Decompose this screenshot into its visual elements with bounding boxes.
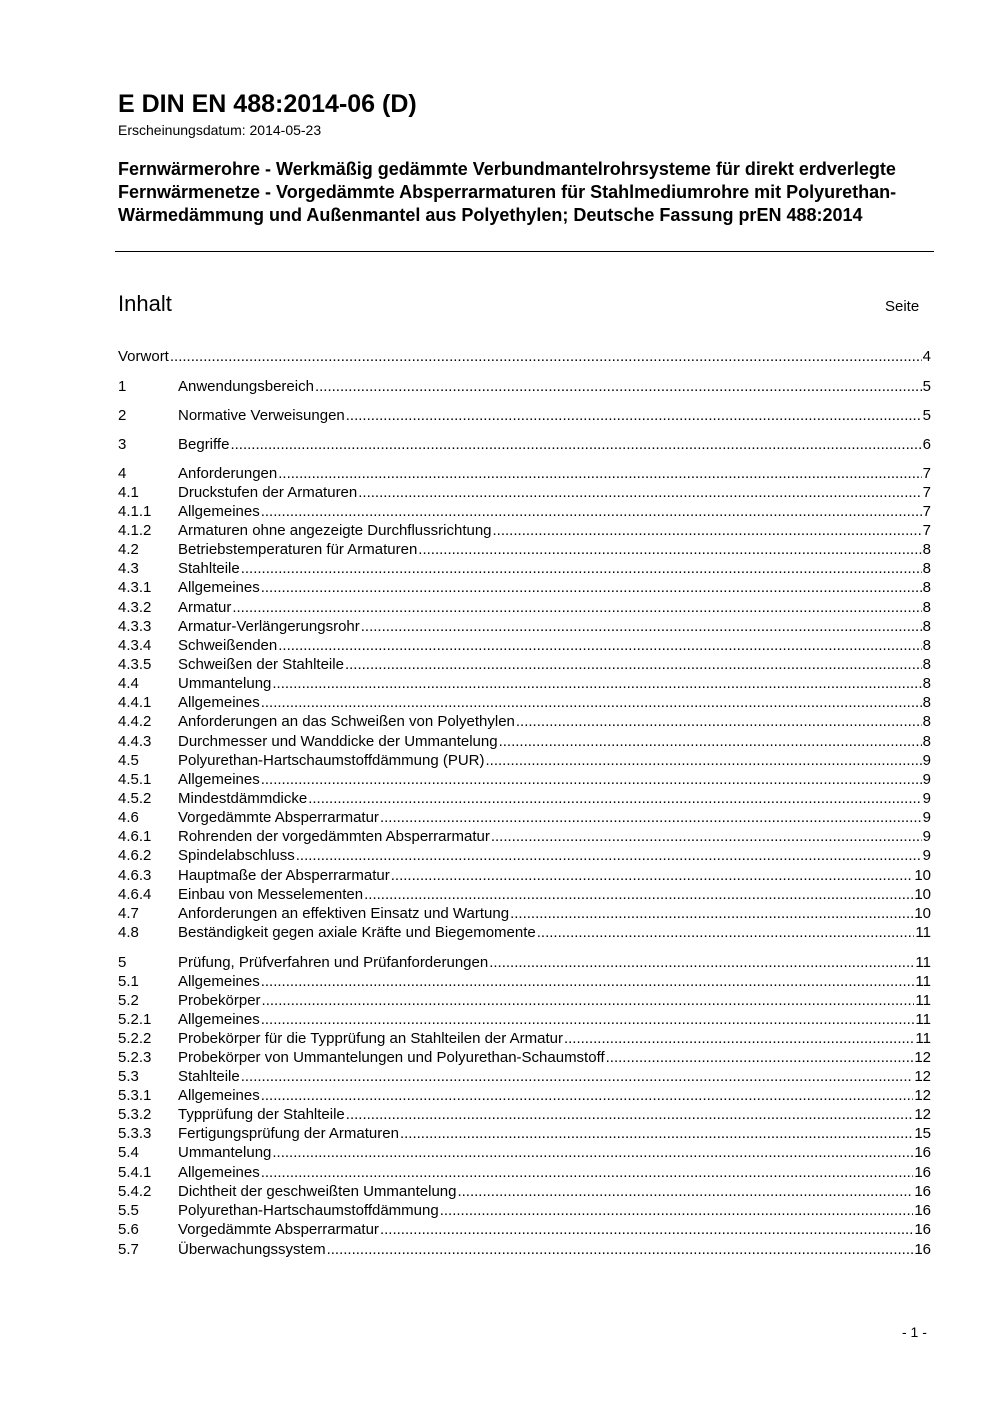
toc-dot-leader <box>261 693 922 712</box>
toc-entry-number: 4.6.3 <box>118 867 152 884</box>
toc-entry[interactable] <box>118 953 931 972</box>
toc-entry[interactable] <box>118 751 931 770</box>
toc-entry-number: 4.3.1 <box>118 579 152 596</box>
toc-entry-label: Allgemeines <box>178 1011 260 1028</box>
toc-entry-number: 5.3.2 <box>118 1106 152 1123</box>
toc-entry-page: 9 <box>922 752 931 769</box>
toc-entry[interactable] <box>118 1201 931 1220</box>
toc-entry-label: Probekörper von Ummantelungen und Polyurethan-Schaumstoff <box>178 1049 605 1066</box>
toc-dot-leader <box>391 866 914 885</box>
toc-entry-number: 1 <box>118 378 127 395</box>
toc-entry-page: 8 <box>922 713 931 730</box>
toc-entry-page: 9 <box>922 828 931 845</box>
toc-entry[interactable] <box>118 464 931 483</box>
toc-entry-number: 4.6 <box>118 809 139 826</box>
toc-entry-number: 5.4.2 <box>118 1183 152 1200</box>
toc-dot-leader <box>358 483 921 502</box>
toc-entry[interactable] <box>118 1220 931 1239</box>
toc-entry-number: 4.3.3 <box>118 618 152 635</box>
toc-entry-label: Vorgedämmte Absperrarmatur <box>178 1221 379 1238</box>
toc-entry-number: 4.3.4 <box>118 637 152 654</box>
toc-entry-page: 16 <box>914 1164 931 1181</box>
toc-dot-leader <box>261 1010 915 1029</box>
toc-entry-label: Probekörper für die Typprüfung an Stahlteilen der Armatur <box>178 1030 563 1047</box>
toc-entry-page: 8 <box>922 560 931 577</box>
toc-entry[interactable] <box>118 377 931 396</box>
toc-entry-label: Allgemeines <box>178 694 260 711</box>
toc-entry-page: 8 <box>922 637 931 654</box>
toc-dot-leader <box>346 406 922 425</box>
document-title: Fernwärmerohre - Werkmäßig gedämmte Verbundmantelrohrsysteme für direkt erdverlegte Fernwärmenetze - Vorgedämmte Absperrarmaturen für Stahlmediumrohre mit Polyurethan-Wärmedämmung und Außenmantel aus Polyethylen; Deutsche Fassung prEN 488:2014 <box>118 159 897 225</box>
toc-entry-label: Beständigkeit gegen axiale Kräfte und Biegemomente <box>178 924 536 941</box>
toc-entry-label: Begriffe <box>178 436 230 453</box>
toc-entry-page: 9 <box>922 771 931 788</box>
toc-entry-number: 4.4 <box>118 675 139 692</box>
toc-entry[interactable] <box>118 904 931 923</box>
toc-entry-page: 11 <box>915 1030 931 1047</box>
toc-entry[interactable] <box>118 347 931 366</box>
toc-entry[interactable] <box>118 1182 931 1201</box>
toc-entry-label: Stahlteile <box>178 1068 240 1085</box>
toc-dot-leader <box>261 1163 914 1182</box>
toc-entry-label: Überwachungssystem <box>178 1241 326 1258</box>
toc-entry-label: Rohrenden der vorgedämmten Absperrarmatur <box>178 828 490 845</box>
toc-entry-label: Allgemeines <box>178 1164 260 1181</box>
toc-dot-leader <box>327 1240 914 1259</box>
toc-heading: Inhalt <box>118 291 172 316</box>
toc-entry-number: 4.1 <box>118 484 139 501</box>
toc-entry[interactable] <box>118 1029 931 1048</box>
toc-dot-leader <box>537 923 915 942</box>
title-divider <box>115 251 934 252</box>
toc-entry-label: Polyurethan-Hartschaumstoffdämmung <box>178 1202 439 1219</box>
toc-entry[interactable] <box>118 789 931 808</box>
toc-entry-label: Prüfung, Prüfverfahren und Prüfanforderungen <box>178 954 489 971</box>
toc-dot-leader <box>493 521 922 540</box>
toc-entry-page: 9 <box>922 809 931 826</box>
toc-entry-number: 5.7 <box>118 1241 139 1258</box>
toc-entry[interactable] <box>118 483 931 502</box>
toc-entry[interactable] <box>118 991 931 1010</box>
toc-entry[interactable] <box>118 770 931 789</box>
toc-entry-number: 5.2.1 <box>118 1011 152 1028</box>
toc-dot-leader <box>241 1067 914 1086</box>
toc-entry[interactable] <box>118 617 931 636</box>
toc-entry[interactable] <box>118 559 931 578</box>
toc-dot-leader <box>491 827 922 846</box>
toc-entry-page: 11 <box>915 992 931 1009</box>
toc-dot-leader <box>170 347 922 366</box>
toc-dot-leader <box>241 559 922 578</box>
toc-entry-page: 12 <box>914 1068 931 1085</box>
toc-entry-label: Anwendungsbereich <box>178 378 314 395</box>
toc-entry[interactable] <box>118 712 931 731</box>
toc-entry-label: Anforderungen an effektiven Einsatz und Wartung <box>178 905 510 922</box>
toc-entry-number: 4.4.3 <box>118 733 152 750</box>
toc-dot-leader <box>510 904 913 923</box>
toc-entry-number: 2 <box>118 407 127 424</box>
toc-entry-label: Allgemeines <box>178 771 260 788</box>
toc-entry[interactable] <box>118 1143 931 1162</box>
toc-dot-leader <box>440 1201 914 1220</box>
toc-entry-label: Dichtheit der geschweißten Ummantelung <box>178 1183 457 1200</box>
toc-entry[interactable] <box>118 923 931 942</box>
toc-entry-label: Schweißenden <box>178 637 278 654</box>
toc-entry[interactable] <box>118 674 931 693</box>
toc-dot-leader <box>261 972 915 991</box>
toc-entry-page: 8 <box>922 656 931 673</box>
toc-entry[interactable] <box>118 655 931 674</box>
toc-dot-leader <box>516 712 922 731</box>
toc-entry-page: 15 <box>914 1125 931 1142</box>
toc-dot-leader <box>296 846 922 865</box>
toc-dot-leader <box>261 502 922 521</box>
toc-entry[interactable] <box>118 1067 931 1086</box>
toc-entry-label: Allgemeines <box>178 973 260 990</box>
toc-entry-label: Allgemeines <box>178 1087 260 1104</box>
toc-entry-label: Polyurethan-Hartschaumstoffdämmung (PUR) <box>178 752 485 769</box>
toc-entry-number: 4.5 <box>118 752 139 769</box>
toc-entry-number: 4.6.2 <box>118 847 152 864</box>
toc-entry-label: Spindelabschluss <box>178 847 295 864</box>
toc-entry[interactable] <box>118 578 931 597</box>
toc-entry[interactable] <box>118 636 931 655</box>
toc-dot-leader <box>364 885 913 904</box>
toc-entry-number: 5.4.1 <box>118 1164 152 1181</box>
toc-entry-number: 5.2.2 <box>118 1030 152 1047</box>
toc-dot-leader <box>564 1029 914 1048</box>
toc-entry-number: 4.1.1 <box>118 503 152 520</box>
toc-entry[interactable] <box>118 1105 931 1124</box>
toc-entry-label: Typprüfung der Stahlteile <box>178 1106 345 1123</box>
toc-entry-number: 4.4.1 <box>118 694 152 711</box>
toc-entry-page: 12 <box>914 1106 931 1123</box>
toc-dot-leader <box>499 732 922 751</box>
toc-dot-leader <box>278 464 921 483</box>
toc-entry-page: 8 <box>922 541 931 558</box>
document-id: E DIN EN 488:2014-06 (D) <box>118 90 417 118</box>
toc-dot-leader <box>346 1105 914 1124</box>
toc-entry-label: Einbau von Messelementen <box>178 886 364 903</box>
toc-entry-label: Betriebstemperaturen für Armaturen <box>178 541 418 558</box>
toc-dot-leader <box>400 1124 913 1143</box>
toc-entry[interactable] <box>118 435 931 454</box>
toc-entry-label: Anforderungen <box>178 465 278 482</box>
toc-entry-label: Durchmesser und Wanddicke der Ummantelung <box>178 733 498 750</box>
toc-entry-number: 5.3 <box>118 1068 139 1085</box>
toc-entry-label: Druckstufen der Armaturen <box>178 484 358 501</box>
toc-entry-label: Armatur <box>178 599 232 616</box>
toc-entry-number: 4.3.5 <box>118 656 152 673</box>
toc-entry-page: 11 <box>915 954 931 971</box>
toc-dot-leader <box>361 617 922 636</box>
toc-entry-page: 10 <box>914 867 931 884</box>
toc-entry-page: 7 <box>922 522 931 539</box>
toc-page-column-label: Seite <box>885 298 920 315</box>
toc-entry-number: 5.3.3 <box>118 1125 152 1142</box>
toc-entry-label: Vorgedämmte Absperrarmatur <box>178 809 379 826</box>
toc-dot-leader <box>345 655 922 674</box>
toc-entry-page: 8 <box>922 599 931 616</box>
toc-dot-leader <box>308 789 921 808</box>
toc-entry-number: 4.6.4 <box>118 886 152 903</box>
page-number: - 1 - <box>902 1324 927 1340</box>
toc-entry[interactable] <box>118 885 931 904</box>
toc-entry-page: 10 <box>914 905 931 922</box>
toc-entry-page: 6 <box>922 436 931 453</box>
toc-dot-leader <box>261 770 922 789</box>
toc-entry-page: 10 <box>914 886 931 903</box>
toc-entry-number: 4.6.1 <box>118 828 152 845</box>
toc-entry-page: 8 <box>922 733 931 750</box>
toc-entry-page: 16 <box>914 1221 931 1238</box>
toc-entry-label: Allgemeines <box>178 503 260 520</box>
toc-entry-page: 16 <box>914 1144 931 1161</box>
toc-entry-label: Vorwort <box>118 348 169 365</box>
toc-entry-number: 5.2 <box>118 992 139 1009</box>
toc-entry-number: 5.6 <box>118 1221 139 1238</box>
toc-entry-page: 16 <box>914 1183 931 1200</box>
toc-entry-number: 4.3 <box>118 560 139 577</box>
toc-entry-page: 11 <box>915 924 931 941</box>
toc-dot-leader <box>272 1143 913 1162</box>
toc-entry-number: 5.1 <box>118 973 139 990</box>
toc-dot-leader <box>606 1048 914 1067</box>
toc-dot-leader <box>261 1086 914 1105</box>
toc-dot-leader <box>489 953 914 972</box>
toc-entry-label: Normative Verweisungen <box>178 407 345 424</box>
toc-entry-page: 11 <box>915 1011 931 1028</box>
toc-entry-page: 9 <box>922 847 931 864</box>
toc-entry-number: 4.7 <box>118 905 139 922</box>
toc-entry-number: 5.3.1 <box>118 1087 152 1104</box>
toc-entry-number: 4.1.2 <box>118 522 152 539</box>
toc-entry-label: Ummantelung <box>178 1144 272 1161</box>
toc-entry-page: 11 <box>915 973 931 990</box>
toc-entry[interactable] <box>118 808 931 827</box>
toc-entry[interactable] <box>118 972 931 991</box>
toc-entry[interactable] <box>118 846 931 865</box>
toc-entry-label: Allgemeines <box>178 579 260 596</box>
toc-entry-page: 9 <box>922 790 931 807</box>
toc-dot-leader <box>278 636 921 655</box>
toc-entry-label: Schweißen der Stahlteile <box>178 656 344 673</box>
toc-entry-label: Mindestdämmdicke <box>178 790 308 807</box>
toc-entry[interactable] <box>118 502 931 521</box>
toc-entry-number: 5.2.3 <box>118 1049 152 1066</box>
toc-entry[interactable] <box>118 1124 931 1143</box>
toc-dot-leader <box>230 435 921 454</box>
toc-dot-leader <box>380 1220 913 1239</box>
toc-entry-label: Anforderungen an das Schweißen von Polyethylen <box>178 713 515 730</box>
toc-entry-number: 3 <box>118 436 127 453</box>
toc-entry-number: 4.4.2 <box>118 713 152 730</box>
toc-entry-page: 8 <box>922 675 931 692</box>
toc-entry[interactable] <box>118 1163 931 1182</box>
toc-dot-leader <box>315 377 922 396</box>
toc-entry-label: Armaturen ohne angezeigte Durchflussrichtung <box>178 522 492 539</box>
toc-entry-page: 7 <box>922 484 931 501</box>
publication-date: Erscheinungsdatum: 2014-05-23 <box>118 122 322 138</box>
toc-dot-leader <box>380 808 922 827</box>
toc-entry-label: Armatur-Verlängerungsrohr <box>178 618 360 635</box>
toc-entry-number: 4.5.2 <box>118 790 152 807</box>
toc-entry-number: 4 <box>118 465 127 482</box>
toc-entry[interactable] <box>118 1086 931 1105</box>
toc-entry[interactable] <box>118 827 931 846</box>
toc-entry-page: 4 <box>922 348 931 365</box>
toc-entry-page: 8 <box>922 618 931 635</box>
toc-entry[interactable] <box>118 598 931 617</box>
toc-entry-label: Fertigungsprüfung der Armaturen <box>178 1125 399 1142</box>
toc-entry-page: 8 <box>922 579 931 596</box>
toc-dot-leader <box>232 598 921 617</box>
toc-entry-page: 16 <box>914 1202 931 1219</box>
toc-entry-number: 5.5 <box>118 1202 139 1219</box>
toc-entry-page: 7 <box>922 465 931 482</box>
toc-entry-label: Probekörper <box>178 992 261 1009</box>
toc-entry-number: 4.5.1 <box>118 771 152 788</box>
toc-entry[interactable] <box>118 1010 931 1029</box>
toc-entry-number: 4.8 <box>118 924 139 941</box>
toc-entry-number: 4.3.2 <box>118 599 152 616</box>
toc-entry[interactable] <box>118 521 931 540</box>
toc-entry-page: 7 <box>922 503 931 520</box>
toc-entry-page: 5 <box>922 378 931 395</box>
toc-entry[interactable] <box>118 866 931 885</box>
toc-dot-leader <box>272 674 921 693</box>
toc-entry[interactable] <box>118 406 931 425</box>
toc-dot-leader <box>457 1182 913 1201</box>
toc-entry-label: Ummantelung <box>178 675 272 692</box>
toc-entry[interactable] <box>118 693 931 712</box>
toc-dot-leader <box>261 578 922 597</box>
toc-entry-number: 5 <box>118 954 127 971</box>
toc-entry-number: 4.2 <box>118 541 139 558</box>
toc-entry[interactable] <box>118 540 931 559</box>
toc-entry-page: 8 <box>922 694 931 711</box>
toc-dot-leader <box>486 751 922 770</box>
toc-entry-page: 12 <box>914 1049 931 1066</box>
toc-dot-leader <box>262 991 915 1010</box>
toc-entry[interactable] <box>118 1240 931 1259</box>
toc-entry-label: Stahlteile <box>178 560 240 577</box>
toc-entry[interactable] <box>118 732 931 751</box>
toc-entry[interactable] <box>118 1048 931 1067</box>
toc-dot-leader <box>418 540 921 559</box>
toc-entry-page: 16 <box>914 1241 931 1258</box>
toc-entry-page: 5 <box>922 407 931 424</box>
toc-entry-page: 12 <box>914 1087 931 1104</box>
toc-entry-label: Hauptmaße der Absperrarmatur <box>178 867 390 884</box>
toc-entry-number: 5.4 <box>118 1144 139 1161</box>
